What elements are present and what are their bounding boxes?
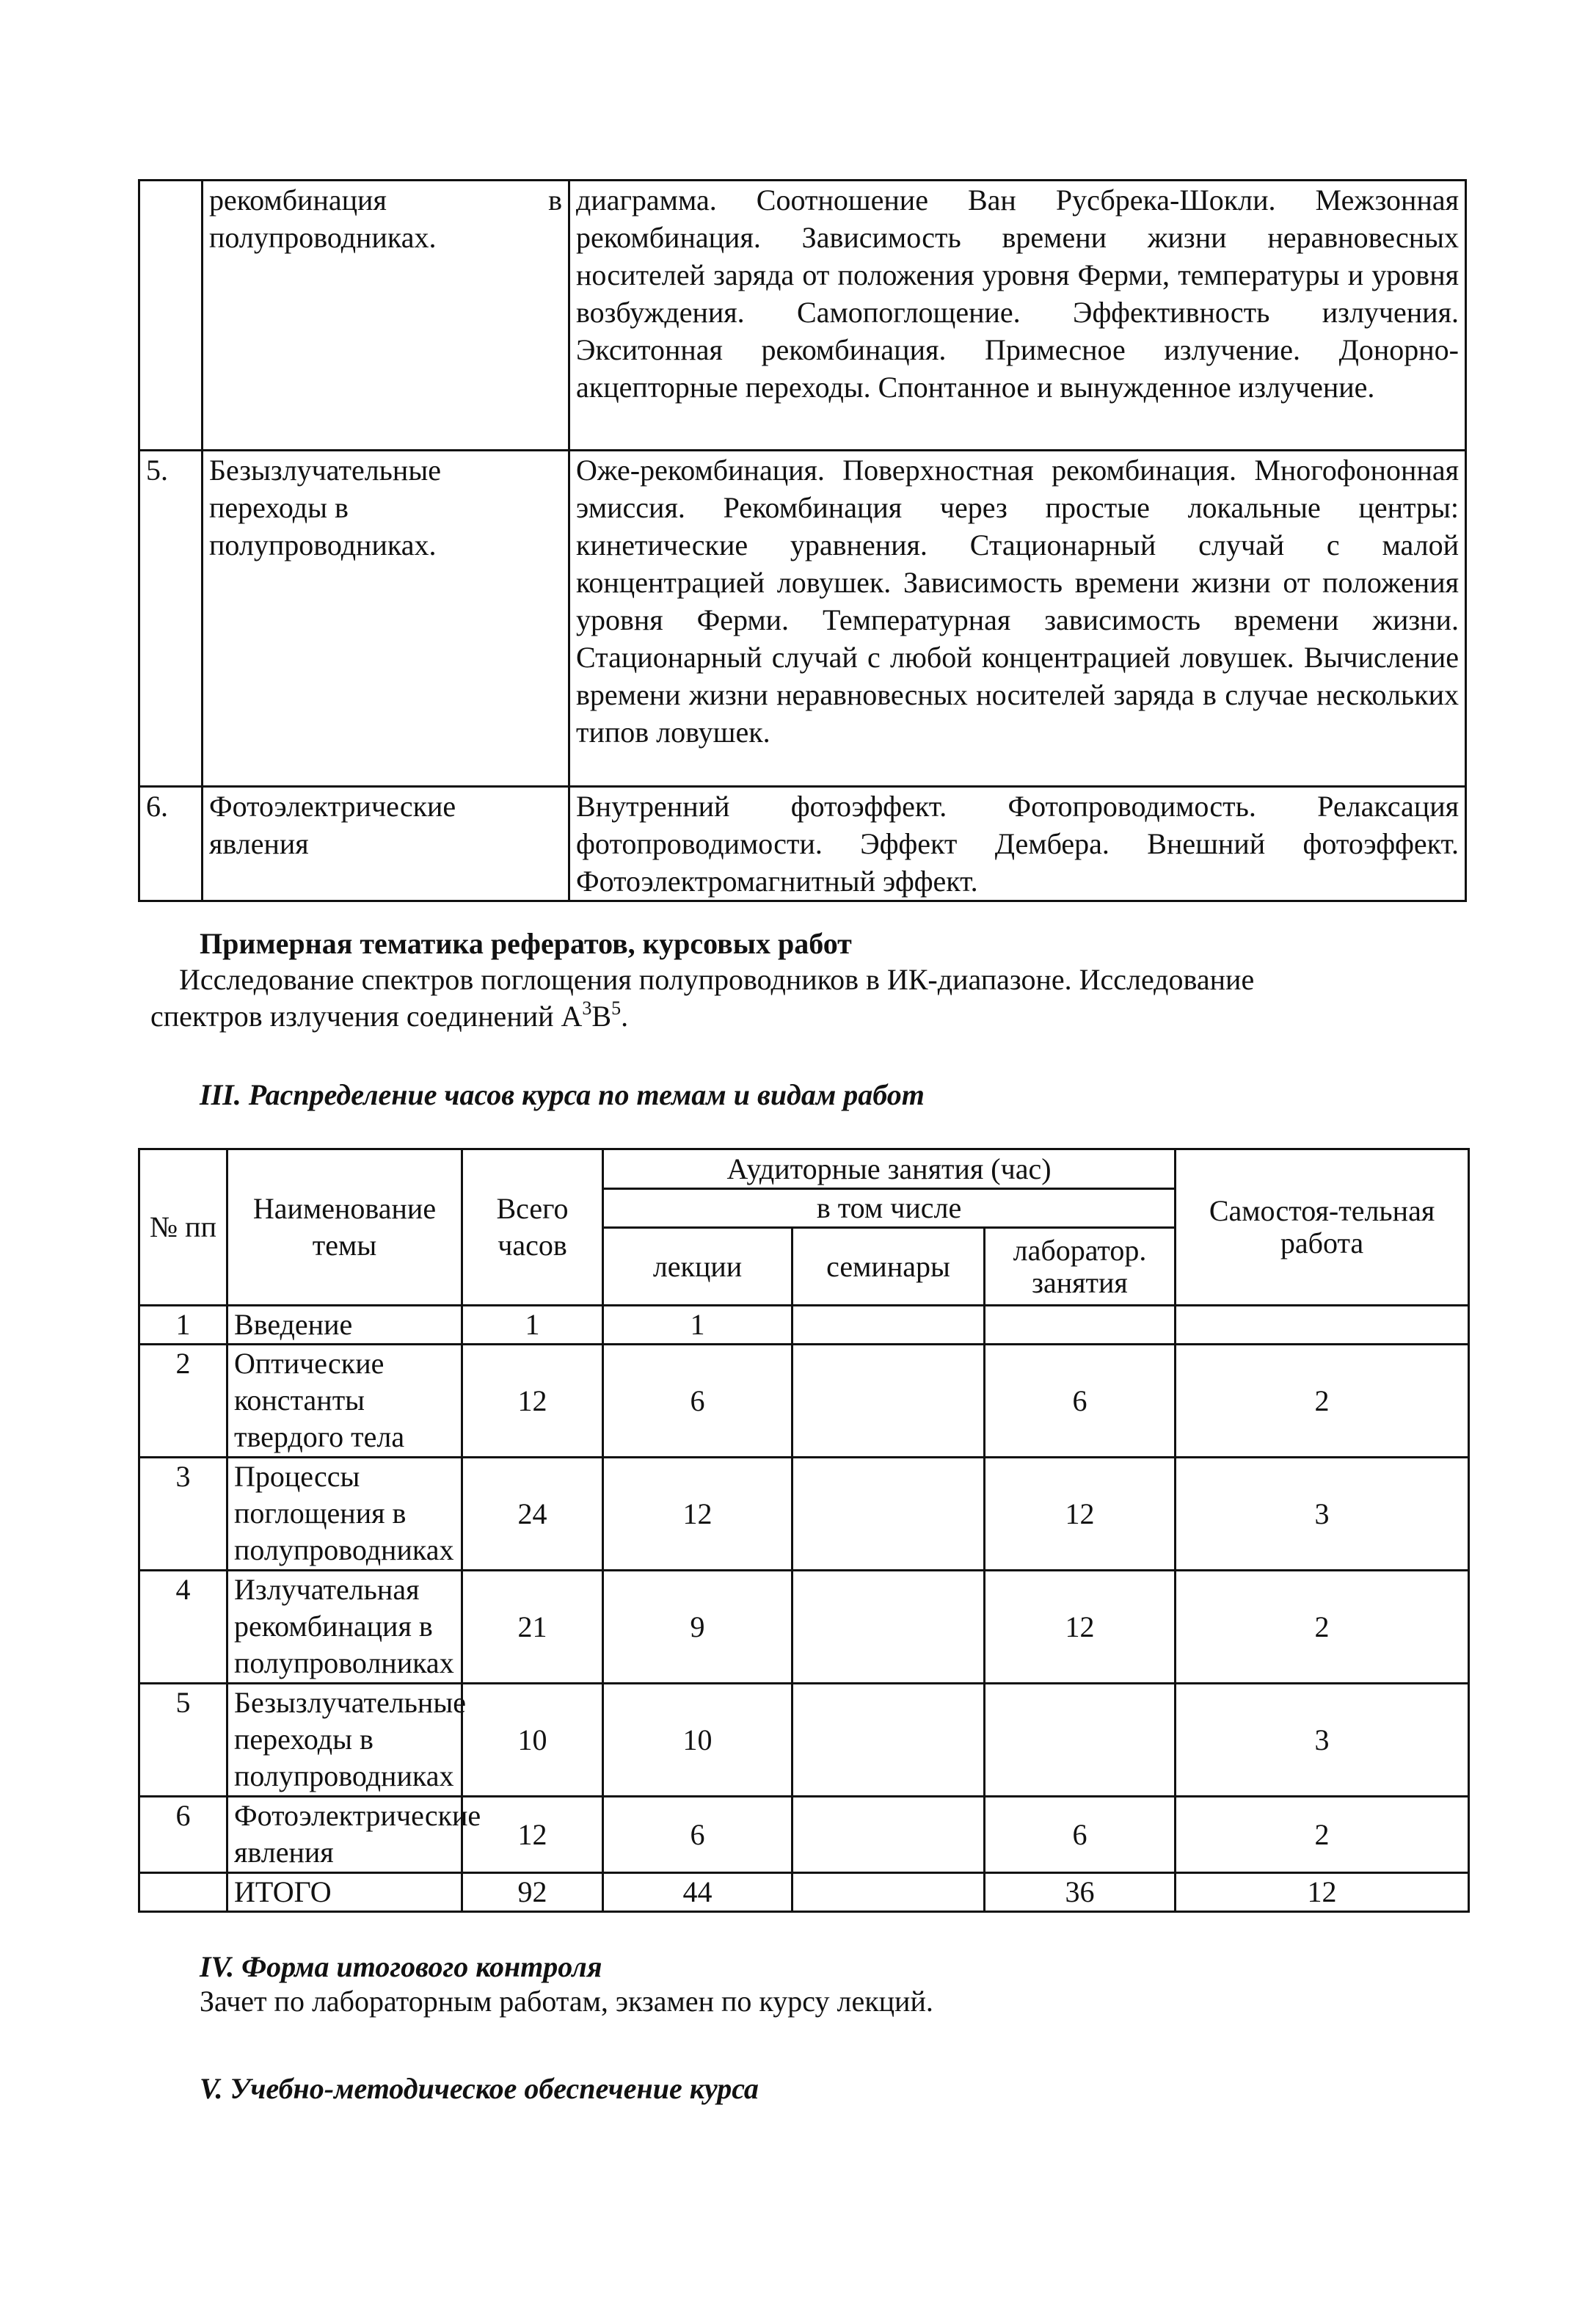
row-labs — [985, 1306, 1176, 1345]
topics-table — [138, 179, 1467, 902]
row-name: Безызлучательные переходы в полупроводниках — [227, 1684, 462, 1797]
table-row — [139, 181, 1466, 451]
topic-name: Фотоэлектрические явления — [203, 787, 569, 901]
header-including: в том числе — [603, 1189, 1176, 1228]
row-total: 1 — [462, 1306, 603, 1345]
topic-number — [139, 181, 203, 451]
row-total: 12 — [462, 1797, 603, 1873]
row-total: 24 — [462, 1458, 603, 1571]
topic-content: Оже-рекомбинация. Поверхностная рекомбинация. Многофононная эмиссия. Рекомбинация через простые локальные центры: кинетические уравнения. Стационарный случай с малой концентрацией ловушек. Зависимость времени жизни от положения уровня Ферми. Температурная зависимость времени жизни. Стационарный случай с любой концентрацией ловушек. Вычисление времени жизни неравновесных носителей заряда в случае нескольких типов ловушек. — [569, 451, 1466, 787]
essays-text-line1: Исследование спектров поглощения полупроводников в ИК-диапазоне. Исследование — [179, 963, 1255, 996]
section-4-heading: IV. Форма итогового контроля — [200, 1950, 602, 1983]
header-auditory: Аудиторные занятия (час) — [603, 1149, 1176, 1189]
row-total: 21 — [462, 1571, 603, 1684]
row-lectures: 6 — [603, 1345, 792, 1458]
row-self: 2 — [1176, 1571, 1469, 1684]
topic-name — [203, 181, 569, 451]
table-row — [139, 1684, 1469, 1797]
row-name: Оптические константы твердого тела — [227, 1345, 462, 1458]
topic-number: 5. — [139, 451, 203, 787]
table-header-row — [139, 1149, 1469, 1189]
row-num — [139, 1873, 227, 1912]
table-row — [139, 1458, 1469, 1571]
row-labs: 36 — [985, 1873, 1176, 1912]
section-4-text: Зачет по лабораторным работам, экзамен по курсу лекций. — [200, 1985, 933, 2018]
row-seminars — [792, 1571, 985, 1684]
row-self: 3 — [1176, 1684, 1469, 1797]
hours-table — [138, 1148, 1470, 1913]
topic-content: диаграмма. Соотношение Ван Русбрека-Шокли. Межзонная рекомбинация. Зависимость времени жизни неравновесных носителей заряда от положения уровня Ферми, температуры и уровня возбуждения. Самопоглощение. Эффективность излучения. Экситонная рекомбинация. Примесное излучение. Донорно-акцепторные переходы. Спонтанное и вынужденное излучение. — [569, 181, 1466, 451]
row-total: 10 — [462, 1684, 603, 1797]
row-seminars — [792, 1306, 985, 1345]
topic-name: Безызлучательные переходы в полупроводниках. — [203, 451, 569, 787]
row-seminars — [792, 1873, 985, 1912]
row-total: 12 — [462, 1345, 603, 1458]
row-self: 12 — [1176, 1873, 1469, 1912]
row-seminars — [792, 1684, 985, 1797]
table-row — [139, 787, 1466, 901]
section-5-heading: V. Учебно-методическое обеспечение курса — [200, 2072, 759, 2105]
topic-name-part: в — [548, 183, 562, 217]
table-row — [139, 1306, 1469, 1345]
row-num: 5 — [139, 1684, 227, 1797]
row-total: 92 — [462, 1873, 603, 1912]
header-total: Всего часов — [462, 1149, 603, 1306]
row-labs — [985, 1684, 1176, 1797]
row-lectures: 9 — [603, 1571, 792, 1684]
row-labs: 6 — [985, 1345, 1176, 1458]
row-name: Процессы поглощения в полупроводниках — [227, 1458, 462, 1571]
row-num: 6 — [139, 1797, 227, 1873]
row-self: 3 — [1176, 1458, 1469, 1571]
header-self-work: Самостоя-тельная работа — [1176, 1149, 1469, 1306]
row-num: 2 — [139, 1345, 227, 1458]
row-labs: 12 — [985, 1571, 1176, 1684]
table-row — [139, 1345, 1469, 1458]
topic-name-part: полупроводниках. — [209, 221, 437, 254]
row-lectures: 44 — [603, 1873, 792, 1912]
row-self: 2 — [1176, 1345, 1469, 1458]
header-labs: лаборатор. занятия — [985, 1228, 1176, 1306]
row-name: Излучательная рекомбинация в полупроволниках — [227, 1571, 462, 1684]
row-num: 1 — [139, 1306, 227, 1345]
row-lectures: 12 — [603, 1458, 792, 1571]
row-seminars — [792, 1797, 985, 1873]
header-name: Наименование темы — [227, 1149, 462, 1306]
header-lectures: лекции — [603, 1228, 792, 1306]
topic-content: Внутренний фотоэффект. Фотопроводимость. Релаксация фотопроводимости. Эффект Дембера. Внешний фотоэффект. Фотоэлектромагнитный эффект. — [569, 787, 1466, 901]
section-3-heading: III. Распределение часов курса по темам и видам работ — [200, 1078, 925, 1111]
row-labs: 12 — [985, 1458, 1176, 1571]
row-lectures: 6 — [603, 1797, 792, 1873]
topic-number: 6. — [139, 787, 203, 901]
row-seminars — [792, 1345, 985, 1458]
table-row — [139, 1797, 1469, 1873]
row-lectures: 1 — [603, 1306, 792, 1345]
table-row — [139, 451, 1466, 787]
row-labs: 6 — [985, 1797, 1176, 1873]
table-total-row — [139, 1873, 1469, 1912]
row-self: 2 — [1176, 1797, 1469, 1873]
row-num: 4 — [139, 1571, 227, 1684]
row-lectures: 10 — [603, 1684, 792, 1797]
header-seminars: семинары — [792, 1228, 985, 1306]
table-row — [139, 1571, 1469, 1684]
row-name: Фотоэлектрические явления — [227, 1797, 462, 1873]
row-self — [1176, 1306, 1469, 1345]
topic-name-part: рекомбинация — [209, 183, 387, 217]
row-name: Введение — [227, 1306, 462, 1345]
row-name: ИТОГО — [227, 1873, 462, 1912]
essays-text-line2: спектров излучения соединений $А^3В^5$. — [150, 997, 629, 1033]
row-seminars — [792, 1458, 985, 1571]
essays-heading: Примерная тематика рефератов, курсовых работ — [200, 927, 852, 960]
header-num: № пп — [139, 1149, 227, 1306]
row-num: 3 — [139, 1458, 227, 1571]
